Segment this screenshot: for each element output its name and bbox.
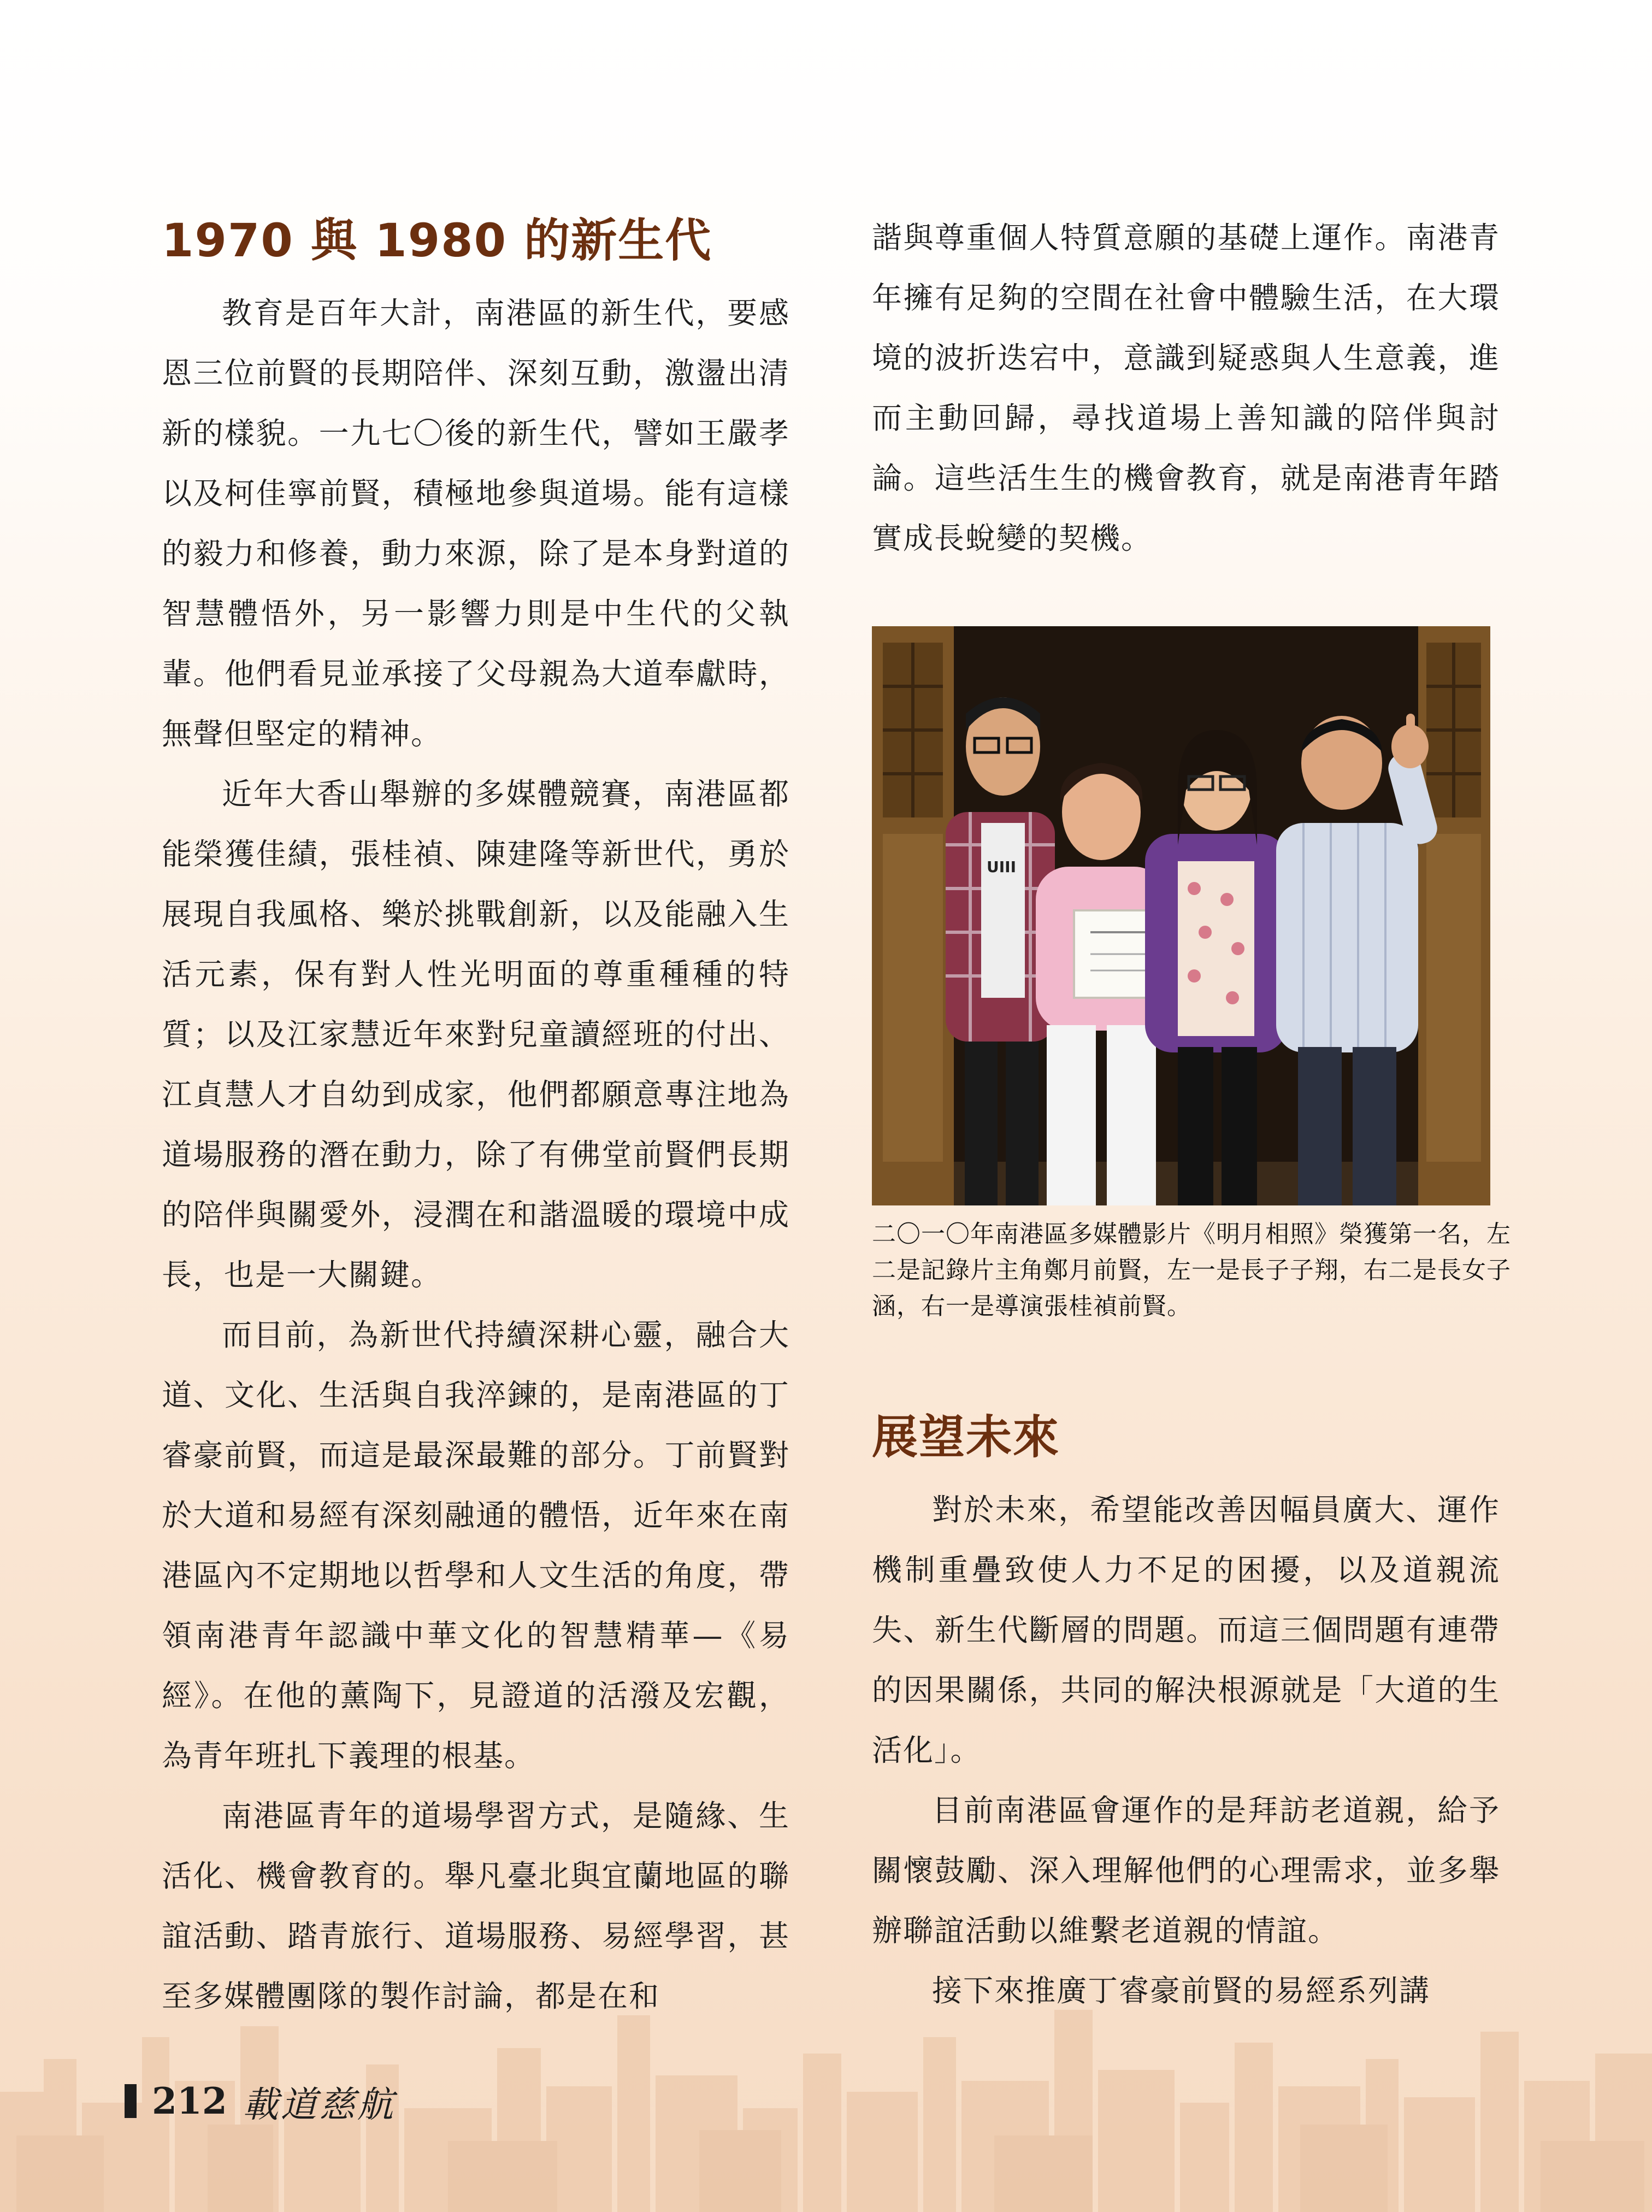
photo-caption: 二〇一〇年南港區多媒體影片《明月相照》榮獲第一名，左二是記錄片主角鄭月前賢，左一是長子子翔，右二是長女子涵，右一是導演張桂禎前賢。: [872, 1220, 1511, 1320]
paragraph: 教育是百年大計，南港區的新生代，要感恩三位前賢的長期陪伴、深刻互動，激盪出清新的樣貌。一九七〇後的新生代，譬如王嚴孝以及柯佳寧前賢，積極地參與道場。能有這樣的毅力和修養，動力來源，除了是本身對道的智慧體悟外，另一影響力則是中生代的父執輩。他們看見並承接了父母親為大道奉獻時，無聲但堅定的精神。: [162, 296, 790, 751]
page-number: 212: [152, 2080, 227, 2122]
right-column-top: [872, 208, 1500, 568]
paragraph: 而目前，為新世代持續深耕心靈，融合大道、文化、生活與自我淬鍊的，是南港區的丁睿豪前賢，而這是最深最難的部分。丁前賢對於大道和易經有深刻融通的體悟，近年來在南港區內不定期地以哲學和人文生活的角度，帶領南港青年認識中華文化的智慧精華—《易經》。在他的薰陶下，見證道的活潑及宏觀，為青年班扎下義理的根基。: [162, 1317, 790, 1773]
paragraph-continuation: 諧與尊重個人特質意願的基礎上運作。南港青年擁有足夠的空間在社會中體驗生活，在大環境的波折迭宕中，意識到疑惑與人生意義，進而主動回歸，尋找道場上善知識的陪伴與討論。這些活生生的機會教育，就是南港青年踏實成長蛻變的契機。: [872, 220, 1500, 556]
paragraph: 近年大香山舉辦的多媒體競賽，南港區都能榮獲佳績，張桂禎、陳建隆等新世代，勇於展現自我風格、樂於挑戰創新，以及能融入生活元素，保有對人性光明面的尊重種種的特質；以及江家慧近年來對兒童讀經班的付出、江貞慧人才自幼到成家，他們都願意專注地為道場服務的潛在動力，除了有佛堂前賢們長期的陪伴與關愛外，浸潤在和諧溫暖的環境中成長，也是一大關鍵。: [162, 776, 790, 1292]
right-column-bottom: [872, 1404, 1500, 2021]
folio-marker: [125, 2084, 137, 2118]
group-photo: [872, 626, 1490, 1205]
paragraph: 對於未來，希望能改善因幅員廣大、運作機制重疊致使人力不足的困擾，以及道親流失、新生代斷層的問題。而這三個問題有連帶的因果關係，共同的解決根源就是「大道的生活化」。: [872, 1492, 1500, 1768]
page-footer: [125, 2076, 396, 2126]
group-photo-illustration: [872, 626, 1490, 1205]
magazine-title: 載道慈航: [242, 2083, 396, 2126]
section-heading-outlook: 展望未來: [872, 1410, 1060, 1464]
paragraph: 南港區青年的道場學習方式，是隨緣、生活化、機會教育的。舉凡臺北與宜蘭地區的聯誼活動、踏青旅行、道場服務、易經學習，甚至多媒體團隊的製作討論，都是在和: [162, 1798, 790, 2014]
paragraph: 接下來推廣丁睿豪前賢的易經系列講: [932, 1973, 1431, 2008]
paragraph: 目前南港區會運作的是拜訪老道親，給予關懷鼓勵、深入理解他們的心理需求，並多舉辦聯誼活動以維繫老道親的情誼。: [872, 1793, 1500, 1948]
left-column: [162, 208, 790, 2026]
shirt-print: UIII: [987, 858, 1016, 876]
section-heading-new-generation: 1970 與 1980 的新生代: [162, 214, 712, 267]
